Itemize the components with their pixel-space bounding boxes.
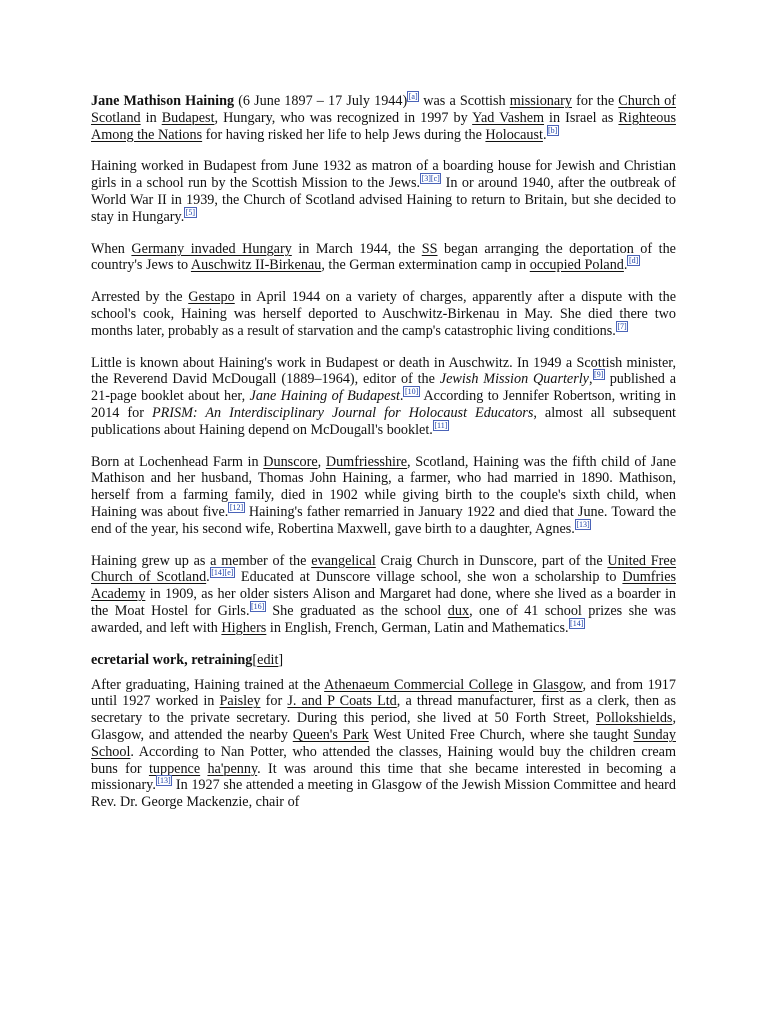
paragraph-education: Haining grew up as a member of the evangelical Craig Church in Dunscore, part of the United Free Church of Scotland. [14][e] Educated at Dunscore village school, she won a scholarship to Dumfries Academy in 1909, as her older sisters Alison and Margaret had done, where she lived as a boarder in the Moat Hostel for Girls. [16] She graduated as the school dux, one of 41 school prizes she was awarded, and left with Highers in English, French, German, Latin and Mathematics. [14] bbox=[91, 552, 677, 636]
footnote-ref-b[interactable]: [b] bbox=[548, 125, 558, 135]
footnote-ref-d[interactable]: [d] bbox=[628, 256, 639, 266]
edit-link[interactable]: edit bbox=[257, 651, 279, 668]
link-dumfriesshire[interactable]: Dumfriesshire bbox=[325, 453, 408, 470]
paragraph-early-life: Born at Lochenhead Farm in Dunscore, Dumfriesshire, Scotland, Haining was the fifth child of Jane Mathison and her husband, Thomas John Haining, a farmer, who had married in 1890. Mathison, herself from a farming family, died in 1902 while giving birth to the couple's sixth child, when Haining was about five. [12] Haining's father remarried in January 1922 and died that June. Toward the end of the year, his second wife, Robertina Maxwell, gave birth to a daughter, Agnes. [13] bbox=[91, 453, 677, 537]
paragraph-invasion: When Germany invaded Hungary in March 1944, the SS began arranging the deportation of the country's Jews to Auschwitz II-Birkenau, the German extermination camp in occupied Poland. [d] bbox=[91, 240, 676, 274]
paragraph-secretarial-work: After graduating, Haining trained at the Athenaeum Commercial College in Glasgow, and from 1917 until 1927 worked in Paisley for J. and P Coats Ltd, a thread manufacturer, first as a clerk, then as secretary to the private secretary. During this period, she lived at 50 Forth Street, Pollokshields, Glasgow, and attended the nearby Queen's Park West United Free Church, where she taught Sunday School. According to Nan Potter, who attended the classes, Haining would buy the children cream buns for tuppence ha'penny. It was around this time that she became interested in becoming a missionary. [13] In 1927 she attended a meeting in Glasgow of the Jewish Mission Committee and heard Rev. Dr. George Mackenzie, chair of bbox=[91, 676, 676, 811]
footnote-ref-12[interactable]: [12] bbox=[229, 502, 244, 512]
footnote-ref-11[interactable]: [11] bbox=[434, 420, 448, 430]
link-righteous-among-the-nations[interactable]: Righteous Among the Nations bbox=[91, 109, 676, 143]
link-occupied-poland[interactable]: occupied Poland bbox=[529, 257, 624, 274]
link-tuppence[interactable]: tuppence bbox=[148, 760, 201, 777]
link-highers[interactable]: Highers bbox=[221, 619, 267, 636]
link-athenaeum-commercial-college[interactable]: Athenaeum Commercial College bbox=[324, 676, 513, 693]
link-evangelical[interactable]: evangelical bbox=[311, 552, 376, 569]
link-pollokshields[interactable]: Pollokshields bbox=[595, 710, 673, 727]
paragraph-budapest-work: Haining worked in Budapest from June 1932 as matron of a boarding house for Jewish and Christian girls in a school run by the Scottish Mission to the Jews. [3][c] In or around 1940, after the outbreak of World War II in 1939, the Church of Scotland advised Haining to return to Britain, but she decided to stay in Hungary. [5] bbox=[91, 158, 676, 225]
title-jane-haining-of-budapest: Jane Haining of Budapest bbox=[249, 388, 400, 405]
link-budapest[interactable]: Budapest bbox=[161, 109, 215, 126]
link-dumfries-academy[interactable]: Dumfries Academy bbox=[91, 569, 677, 603]
link-dux[interactable]: dux bbox=[447, 602, 470, 619]
article-subject: Jane Mathison Haining bbox=[91, 93, 235, 109]
footnote-ref-14e[interactable]: [14][e] bbox=[211, 568, 234, 578]
link-yad-vashem[interactable]: Yad Vashem bbox=[472, 109, 545, 126]
link-church-of-scotland[interactable]: Church of Scotland bbox=[91, 93, 676, 126]
section-heading-secretarial-work: ecretarial work, retraining[edit] bbox=[91, 651, 284, 668]
link-gestapo[interactable]: Gestapo bbox=[188, 289, 235, 306]
title-jewish-mission-quarterly: Jewish Mission Quarterly bbox=[439, 371, 589, 388]
paragraph-sources: Little is known about Haining's work in Budapest or death in Auschwitz. In 1949 a Scottish minister, the Reverend David McDougall (1889–1964), editor of the Jewish Mission Quarterly, [9] published a 21-page booklet about her, Jane Haining of Budapest. [10] According to Jennifer Robertson, writing in 2014 for PRISM: An Interdisciplinary Journal for Holocaust Educators, almost all subsequent publications about Haining depend on McDougall's booklet. [11] bbox=[91, 354, 677, 438]
article-body bbox=[91, 93, 676, 826]
paragraph-intro: Jane Mathison Haining (6 June 1897 – 17 July 1944) [a] was a Scottish missionary for the Church of Scotland in Budapest, Hungary, who was recognized in 1997 by Yad Vashem in Israel as Righteous Among the Nations for having risked her life to help Jews during the Holocaust. [b] bbox=[91, 92, 676, 143]
link-united-free-church-of-scotland[interactable]: United Free Church of Scotland bbox=[91, 552, 677, 586]
link-j-and-p-coats[interactable]: J. and P Coats Ltd bbox=[287, 693, 397, 710]
link-missionary[interactable]: missionary bbox=[509, 93, 572, 109]
link-ss[interactable]: SS bbox=[421, 240, 438, 257]
footnote-ref-16[interactable]: [16] bbox=[251, 601, 265, 611]
title-prism-journal: PRISM: An Interdisciplinary Journal for Holocaust Educators bbox=[151, 404, 534, 421]
footnote-ref-14[interactable]: [14] bbox=[570, 618, 584, 628]
link-sunday-school[interactable]: Sunday School bbox=[91, 726, 676, 760]
footnote-ref-a[interactable]: [a] bbox=[408, 92, 418, 101]
footnote-ref-13[interactable]: [13] bbox=[576, 519, 590, 529]
link-auschwitz-birkenau[interactable]: Auschwitz II-Birkenau bbox=[190, 257, 322, 274]
footnote-ref-5[interactable]: [5] bbox=[185, 207, 196, 217]
footnote-ref-10[interactable]: [10] bbox=[404, 387, 419, 397]
link-paisley[interactable]: Paisley bbox=[219, 693, 261, 710]
footnote-ref-13b[interactable]: [13] bbox=[157, 776, 171, 786]
footnote-ref-7[interactable]: [7] bbox=[617, 321, 627, 331]
footnote-ref-3c[interactable]: [3][c] bbox=[421, 174, 440, 184]
footnote-ref-9[interactable]: [9] bbox=[594, 370, 604, 380]
link-germany-invaded-hungary[interactable]: Germany invaded Hungary bbox=[131, 240, 292, 257]
link-dunscore[interactable]: Dunscore bbox=[263, 453, 318, 470]
link-holocaust[interactable]: Holocaust bbox=[485, 126, 543, 143]
paragraph-arrest: Arrested by the Gestapo in April 1944 on a variety of charges, apparently after a dispute with the school's cook, Haining was herself deported to Auschwitz-Birkenau in May. She died there two months later, probably as a result of starvation and the camp's catastrophic living conditions. [7] bbox=[91, 289, 676, 339]
link-hapenny[interactable]: ha'penny bbox=[207, 760, 258, 777]
link-queens-park[interactable]: Queen's Park bbox=[292, 726, 369, 743]
link-glasgow[interactable]: Glasgow bbox=[532, 676, 583, 693]
edit-section-link: [edit] bbox=[252, 651, 284, 668]
